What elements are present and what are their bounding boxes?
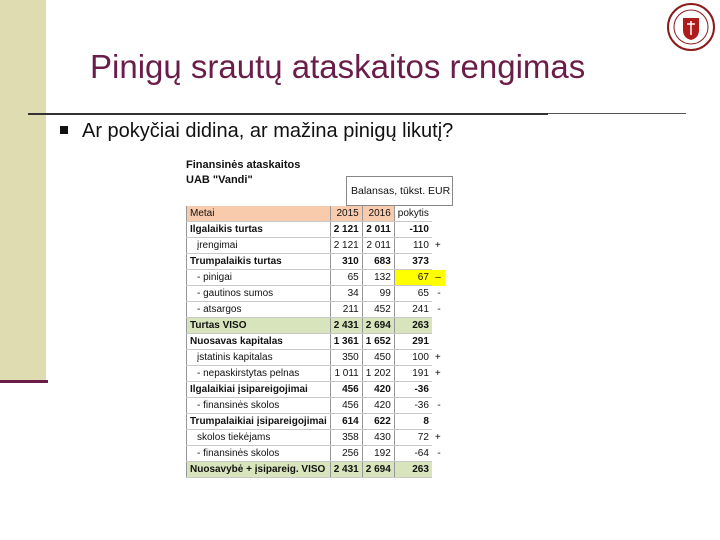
row-label: įstatinis kapitalas xyxy=(187,350,331,366)
decorative-sidebar xyxy=(0,0,46,382)
value-2016: 2 694 xyxy=(362,462,394,478)
table-row xyxy=(187,446,446,462)
table-row xyxy=(187,398,446,414)
value-2015: 65 xyxy=(330,270,362,286)
value-2016: 420 xyxy=(362,398,394,414)
effect-sign xyxy=(432,382,445,398)
change-value: 8 xyxy=(394,414,432,430)
value-2015: 310 xyxy=(330,254,362,270)
row-label: Trumpalaikiai įsipareigojimai xyxy=(187,414,331,430)
value-2016: 1 652 xyxy=(362,334,394,350)
value-2016: 683 xyxy=(362,254,394,270)
square-bullet-icon xyxy=(60,126,68,134)
header-sign xyxy=(432,206,445,222)
university-seal-icon xyxy=(666,2,716,52)
effect-sign: – xyxy=(432,270,445,286)
effect-sign xyxy=(432,462,445,478)
table-row xyxy=(187,286,446,302)
row-label: - finansinės skolos xyxy=(187,446,331,462)
effect-sign xyxy=(432,414,445,430)
bullet-text: Ar pokyčiai didina, ar mažina pinigų likutį? xyxy=(82,120,454,142)
row-label: - finansinės skolos xyxy=(187,398,331,414)
balance-header-box xyxy=(346,176,453,206)
row-label: - gautinos sumos xyxy=(187,286,331,302)
effect-sign xyxy=(432,318,445,334)
value-2015: 456 xyxy=(330,382,362,398)
slide-title: Pinigų srautų ataskaitos rengimas xyxy=(90,48,586,85)
table-header-row xyxy=(187,206,446,222)
financial-statement xyxy=(186,158,451,475)
effect-sign: + xyxy=(434,432,441,443)
effect-sign: + xyxy=(434,352,441,363)
change-value: -110 xyxy=(394,222,432,238)
value-2015: 211 xyxy=(330,302,362,318)
table-row xyxy=(187,430,446,446)
balance-header: Balansas, tūkst. EUR xyxy=(351,185,451,197)
effect-sign: - xyxy=(437,400,441,411)
table-row xyxy=(187,318,446,334)
value-2016: 192 xyxy=(362,446,394,462)
value-2016: 2 011 xyxy=(362,238,394,254)
change-value: 110 xyxy=(394,238,432,254)
effect-sign xyxy=(432,334,445,350)
value-2016: 622 xyxy=(362,414,394,430)
row-label: Nuosavybė + įsipareig. VISO xyxy=(187,462,331,478)
table-row xyxy=(187,222,446,238)
effect-sign: + xyxy=(434,240,441,251)
value-2015: 34 xyxy=(330,286,362,302)
row-label: - pinigai xyxy=(187,270,331,286)
change-value: 291 xyxy=(394,334,432,350)
value-2015: 350 xyxy=(330,350,362,366)
table-row xyxy=(187,462,446,478)
change-value: 263 xyxy=(394,318,432,334)
effect-sign xyxy=(432,254,445,270)
row-label: Ilgalaikis turtas xyxy=(187,222,331,238)
balance-table xyxy=(186,206,446,478)
title-divider-dark xyxy=(28,113,548,115)
value-2016: 452 xyxy=(362,302,394,318)
bullet-point xyxy=(60,120,453,143)
header-change: pokytis xyxy=(394,206,432,222)
value-2016: 430 xyxy=(362,430,394,446)
value-2016: 2 694 xyxy=(362,318,394,334)
value-2015: 456 xyxy=(330,398,362,414)
row-label: - atsargos xyxy=(187,302,331,318)
effect-sign: + xyxy=(434,368,441,379)
table-row xyxy=(187,382,446,398)
row-label: įrengimai xyxy=(187,238,331,254)
value-2015: 1 361 xyxy=(330,334,362,350)
value-2016: 132 xyxy=(362,270,394,286)
change-value: -36 xyxy=(394,398,432,414)
table-row xyxy=(187,270,446,286)
value-2015: 1 011 xyxy=(330,366,362,382)
row-label: skolos tiekėjams xyxy=(187,430,331,446)
company-name: UAB "Vandi" xyxy=(186,174,253,186)
value-2016: 99 xyxy=(362,286,394,302)
table-row xyxy=(187,302,446,318)
change-value: 241 xyxy=(394,302,432,318)
change-value: 373 xyxy=(394,254,432,270)
change-value: 65 xyxy=(394,286,432,302)
effect-sign: - xyxy=(437,304,441,315)
value-2016: 1 202 xyxy=(362,366,394,382)
value-2015: 358 xyxy=(330,430,362,446)
value-2015: 2 431 xyxy=(330,462,362,478)
table-row xyxy=(187,334,446,350)
value-2016: 450 xyxy=(362,350,394,366)
row-label: Nuosavas kapitalas xyxy=(187,334,331,350)
statement-heading: Finansinės ataskaitos xyxy=(186,159,301,171)
header-2015: 2015 xyxy=(330,206,362,222)
table-row xyxy=(187,350,446,366)
row-label: Turtas VISO xyxy=(187,318,331,334)
value-2015: 2 121 xyxy=(330,238,362,254)
effect-sign xyxy=(432,222,445,238)
table-row xyxy=(187,366,446,382)
effect-sign: - xyxy=(437,288,441,299)
value-2016: 420 xyxy=(362,382,394,398)
header-year-label: Metai xyxy=(187,206,331,222)
change-value: 67 xyxy=(394,270,432,286)
value-2015: 256 xyxy=(330,446,362,462)
table-row xyxy=(187,414,446,430)
change-value: -64 xyxy=(394,446,432,462)
table-row xyxy=(187,254,446,270)
change-value: 100 xyxy=(394,350,432,366)
change-value: 191 xyxy=(394,366,432,382)
change-value: -36 xyxy=(394,382,432,398)
value-2015: 614 xyxy=(330,414,362,430)
header-2016: 2016 xyxy=(362,206,394,222)
value-2015: 2 431 xyxy=(330,318,362,334)
table-row xyxy=(187,238,446,254)
effect-sign: - xyxy=(437,448,441,459)
value-2015: 2 121 xyxy=(330,222,362,238)
row-label: - nepaskirstytas pelnas xyxy=(187,366,331,382)
change-value: 72 xyxy=(394,430,432,446)
sidebar-accent-line xyxy=(0,380,48,383)
change-value: 263 xyxy=(394,462,432,478)
value-2016: 2 011 xyxy=(362,222,394,238)
row-label: Trumpalaikis turtas xyxy=(187,254,331,270)
row-label: Ilgalaikiai įsipareigojimai xyxy=(187,382,331,398)
